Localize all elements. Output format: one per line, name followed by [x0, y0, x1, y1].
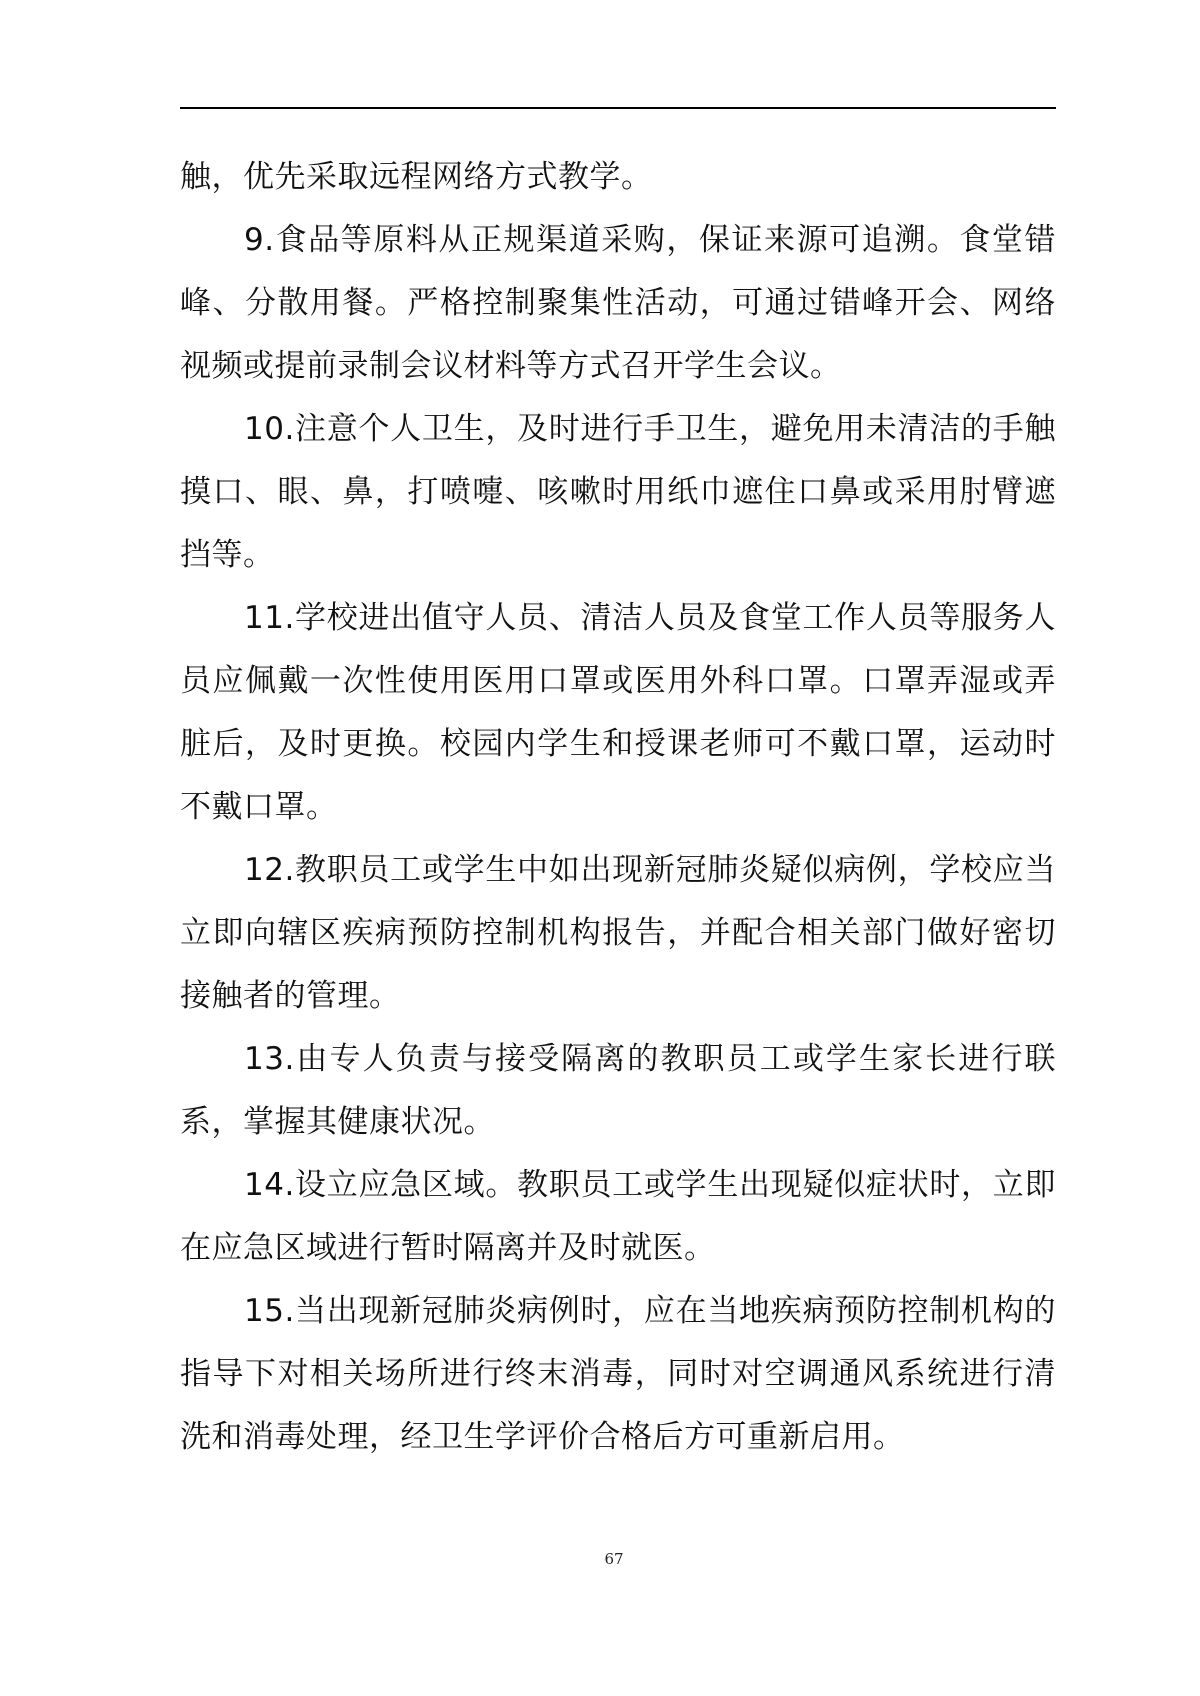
paragraph-item-11: 11.学校进出值守人员、清洁人员及食堂工作人员等服务人员应佩戴一次性使用医用口罩或医用外科口罩。口罩弄湿或弄脏后，及时更换。校园内学生和授课老师可不戴口罩，运动时不戴口罩。: [180, 600, 1056, 825]
page-number: 67: [604, 1550, 624, 1568]
paragraph-item-10: 10.注意个人卫生，及时进行手卫生，避免用未清洁的手触摸口、眼、鼻，打喷嚏、咳嗽时用纸巾遮住口鼻或采用肘臂遮挡等。: [180, 411, 1056, 573]
paragraph-item-15: 15.当出现新冠肺炎病例时，应在当地疾病预防控制机构的指导下对相关场所进行终末消毒，同时对空调通风系统进行清洗和消毒处理，经卫生学评价合格后方可重新启用。: [180, 1293, 1056, 1455]
paragraph-continued: 触，优先采取远程网络方式教学。: [180, 159, 653, 195]
header-rule: [180, 107, 1056, 109]
paragraph-item-12: 12.教职员工或学生中如出现新冠肺炎疑似病例，学校应当立即向辖区疾病预防控制机构报告，并配合相关部门做好密切接触者的管理。: [180, 852, 1056, 1014]
paragraph-item-9: 9.食品等原料从正规渠道采购，保证来源可追溯。食堂错峰、分散用餐。严格控制聚集性活动，可通过错峰开会、网络视频或提前录制会议材料等方式召开学生会议。: [180, 222, 1056, 384]
document-body: [180, 146, 1056, 1469]
paragraph-item-13: 13.由专人负责与接受隔离的教职员工或学生家长进行联系，掌握其健康状况。: [180, 1041, 1056, 1140]
paragraph-item-14: 14.设立应急区域。教职员工或学生出现疑似症状时，立即在应急区域进行暂时隔离并及时就医。: [180, 1167, 1056, 1266]
